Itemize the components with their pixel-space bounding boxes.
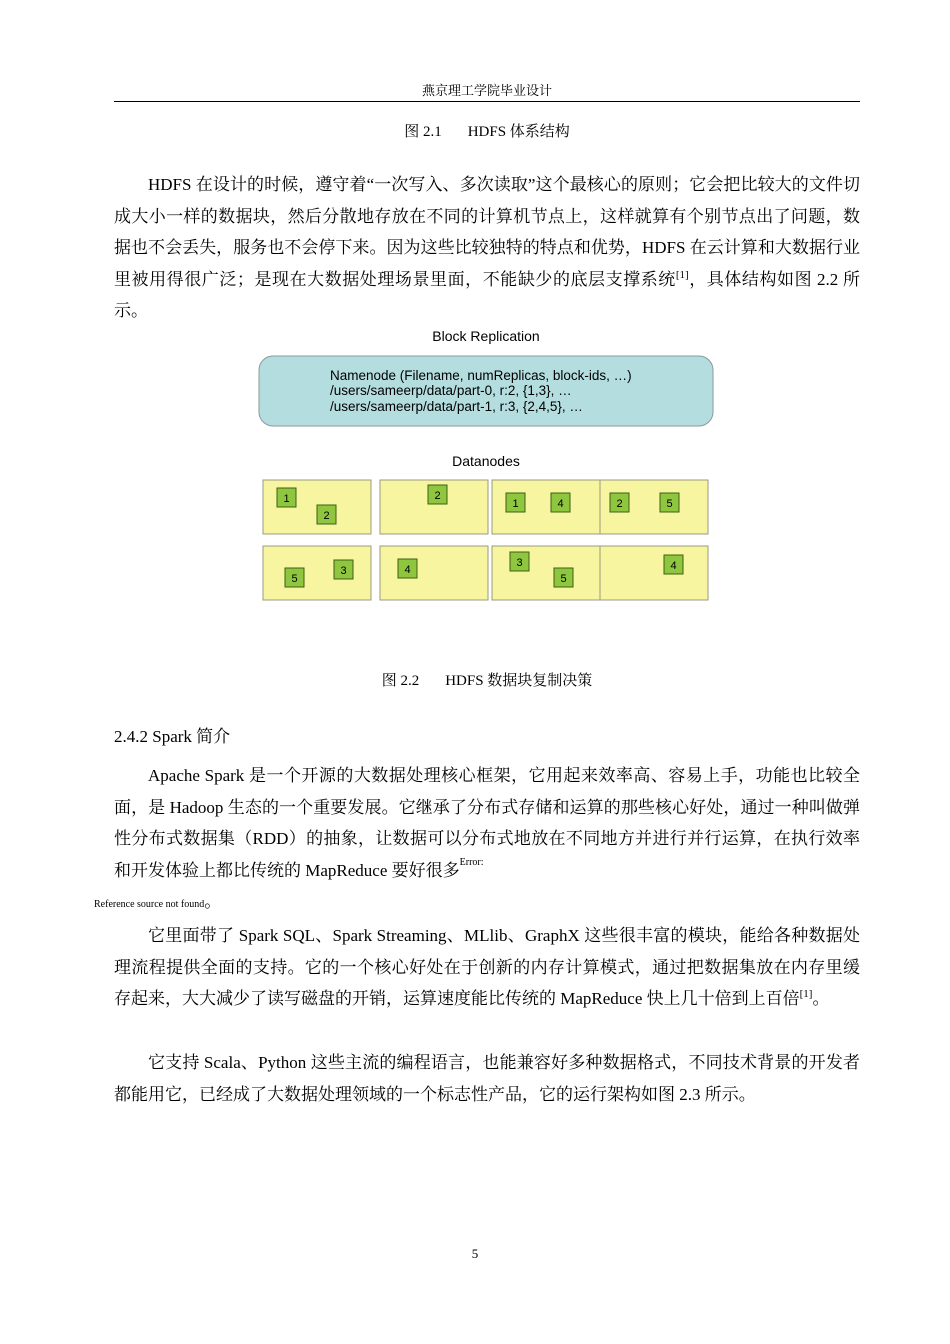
paragraph-text: 它支持 Scala、Python 这些主流的编程语言，也能兼容好多种数据格式，不同技术背景的开发者都能用它，已经成了大数据处理领域的一个标志性产品，它的运行架构如图 2.3 所示。 — [114, 1053, 860, 1104]
paragraph-text: 它里面带了 Spark SQL、Spark Streaming、MLlib、GraphX 这些很丰富的模块，能给各种数据处理流程提供全面的支持。它的一个核心好处在于创新的内存计算模式，通过把数据集放在内存里缓存起来，大大减少了读写磁盘的开销，运算速度能比传统的 MapReduce 快上几十倍到上百倍 — [114, 926, 860, 1008]
figure-caption-2-1 — [114, 120, 860, 141]
paragraph-tail: 。 — [204, 892, 222, 911]
data-block-label: 2 — [434, 490, 441, 502]
citation-ref: [1] — [675, 268, 689, 281]
figure-title: Block Replication — [432, 328, 540, 344]
data-block-label: 2 — [323, 510, 330, 522]
data-block-label: 4 — [557, 498, 564, 510]
paragraph-hdfs — [114, 169, 860, 327]
citation-error: Error: — [459, 856, 484, 868]
section-heading: 2.4.2 Spark 简介 — [114, 727, 231, 746]
data-block-label: 2 — [616, 498, 623, 510]
data-block-label: 1 — [512, 498, 519, 510]
data-block-label: 3 — [516, 557, 523, 569]
datanode-box — [600, 546, 708, 600]
data-block-label: 4 — [404, 564, 411, 576]
paragraph-tail: ，具体结构如图 2.2 所示。 — [114, 269, 860, 320]
citation-error-text: Reference source not found — [94, 899, 205, 910]
running-header: 燕京理工学院毕业设计 — [421, 83, 552, 98]
header-rule — [114, 101, 860, 102]
caption-text: HDFS 体系结构 — [467, 124, 570, 140]
datanode-box — [263, 546, 371, 600]
paragraph-tail: 。 — [812, 989, 830, 1008]
namenode-line-2: /users/sameerp/data/part-0, r:2, {1,3}, … — [330, 383, 572, 398]
data-block-label: 5 — [666, 498, 673, 510]
namenode-line-1: Namenode (Filename, numReplicas, block-ids, …) — [330, 368, 632, 383]
datanodes-label: Datanodes — [452, 453, 520, 469]
datanode-box — [380, 546, 488, 600]
datanode-box — [492, 546, 600, 600]
data-block-label: 3 — [340, 565, 347, 577]
caption-number: 图 2.1 — [404, 124, 442, 140]
paragraph-spark-modules — [114, 920, 860, 1015]
caption-text: HDFS 数据块复制决策 — [445, 673, 593, 689]
data-block-label: 4 — [670, 560, 677, 572]
namenode-line-3: /users/sameerp/data/part-1, r:3, {2,4,5}, … — [330, 399, 583, 414]
paragraph-text: HDFS 在设计的时候，遵守着“一次写入、多次读取”这个最核心的原则；它会把比较大的文件切成大小一样的数据块，然后分散地存放在不同的计算机节点上，这样就算有个别节点出了问题，数据也不会丢失，服务也不会停下来。因为这些比较独特的特点和优势，HDFS 在云计算和大数据行业里被用得很广泛；是现在大数据处理场景里面，不能缺少的底层支撑系统 — [114, 175, 860, 289]
page-number: 5 — [471, 1246, 479, 1261]
paragraph-spark-intro — [94, 760, 860, 921]
citation-ref: [1] — [799, 988, 813, 1000]
data-block-label: 1 — [283, 493, 290, 505]
paragraph-text: Apache Spark 是一个开源的大数据处理核心框架，它用起来效率高、容易上手，功能也比较全面，是 Hadoop 生态的一个重要发展。它继承了分布式存储和运算的那些核心好处，通过一种叫做弹性分布式数据集（RDD）的抽象，让数据可以分布式地放在不同地方并进行并行运算，在执行效率和开发体验上都比传统的 MapReduce 要好很多 — [114, 766, 860, 880]
figure-caption-2-2 — [114, 669, 860, 690]
paragraph-spark-languages — [114, 1047, 860, 1110]
caption-number: 图 2.2 — [381, 673, 420, 689]
figure-block-replication — [240, 326, 730, 616]
block-replication-diagram — [240, 326, 730, 616]
data-block-label: 5 — [560, 573, 567, 585]
data-block-label: 5 — [291, 573, 298, 585]
datanodes-grid — [263, 480, 708, 600]
